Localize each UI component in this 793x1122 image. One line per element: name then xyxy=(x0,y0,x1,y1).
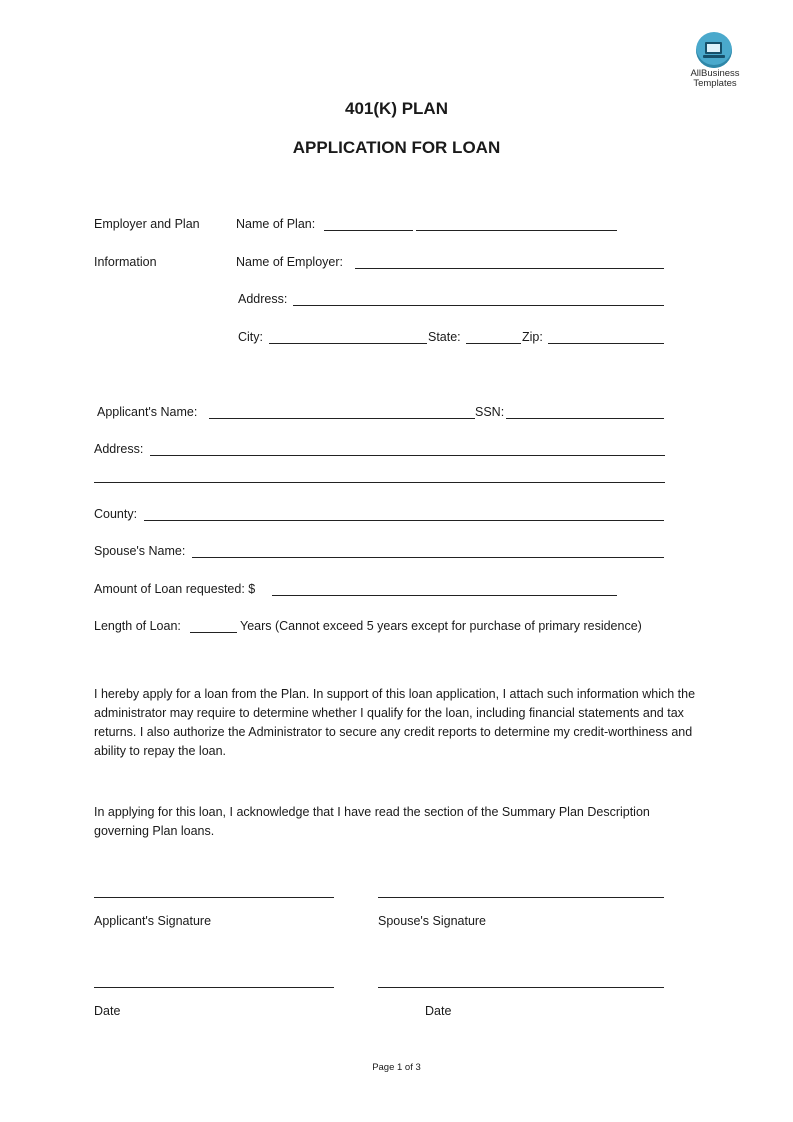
applicant-signature-label: Applicant's Signature xyxy=(94,914,212,928)
loan-length-label: Length of Loan: xyxy=(94,619,181,633)
city-label: City: xyxy=(238,330,263,344)
name-of-plan-field-extension[interactable] xyxy=(416,230,617,231)
ssn-label: SSN: xyxy=(475,405,505,419)
loan-length-field[interactable] xyxy=(190,632,237,633)
spouse-name-label: Spouse's Name: xyxy=(94,544,186,558)
section-label-continued: Information xyxy=(94,255,157,269)
page-title: 401(K) PLAN xyxy=(345,99,448,118)
applicant-name-label: Applicant's Name: xyxy=(97,405,198,419)
city-field[interactable] xyxy=(269,343,427,344)
loan-amount-label: Amount of Loan requested: $ xyxy=(94,582,256,596)
acknowledgement-paragraph: In applying for this loan, I acknowledge that I have read the section of the Summary Plan Description governing Plan loans. xyxy=(94,805,650,838)
spouse-date-label: Date xyxy=(425,1004,452,1018)
spouse-signature-label: Spouse's Signature xyxy=(378,914,487,928)
state-label: State: xyxy=(428,330,461,344)
page-subtitle: APPLICATION FOR LOAN xyxy=(292,138,501,157)
employer-address-field[interactable] xyxy=(293,305,664,306)
page-number: Page 1 of 3 xyxy=(372,1062,421,1073)
applicant-address-field-line2[interactable] xyxy=(94,482,665,483)
applicant-signature-line[interactable] xyxy=(94,897,334,898)
name-of-employer-field[interactable] xyxy=(355,268,664,269)
employer-address-label: Address: xyxy=(238,292,288,306)
county-label: County: xyxy=(94,507,138,521)
laptop-base-icon xyxy=(703,55,725,58)
applicant-name-field[interactable] xyxy=(209,418,475,419)
applicant-date-line[interactable] xyxy=(94,987,334,988)
loan-length-note: Years (Cannot exceed 5 years except for purchase of primary residence) xyxy=(240,619,642,633)
logo-text-line1: AllBusiness xyxy=(690,68,740,79)
logo-text-line2: Templates xyxy=(693,78,737,89)
spouse-name-field[interactable] xyxy=(192,557,664,558)
state-field[interactable] xyxy=(466,343,521,344)
name-of-employer-label: Name of Employer: xyxy=(236,255,343,269)
section-label: Employer and Plan xyxy=(94,217,200,231)
spouse-date-line[interactable] xyxy=(378,987,664,988)
authorization-paragraph: I hereby apply for a loan from the Plan. In support of this loan application, I attach such information which the administrator may require to determine whether I qualify for the loan, including financial statements and tax returns. I also authorize the Administrator to secure any credit reports to determine my credit-worthiness and ability to repay the loan. xyxy=(94,687,696,758)
applicant-address-field[interactable] xyxy=(150,455,665,456)
spouse-signature-line[interactable] xyxy=(378,897,664,898)
laptop-icon xyxy=(705,42,722,54)
ssn-field[interactable] xyxy=(506,418,664,419)
applicant-address-label: Address: xyxy=(94,442,144,456)
loan-amount-field[interactable] xyxy=(272,595,617,596)
county-field[interactable] xyxy=(144,520,664,521)
name-of-plan-field[interactable] xyxy=(324,230,413,231)
zip-field[interactable] xyxy=(548,343,664,344)
company-logo xyxy=(696,32,732,68)
zip-label: Zip: xyxy=(522,330,543,344)
name-of-plan-label: Name of Plan: xyxy=(236,217,316,231)
applicant-date-label: Date xyxy=(94,1004,121,1018)
